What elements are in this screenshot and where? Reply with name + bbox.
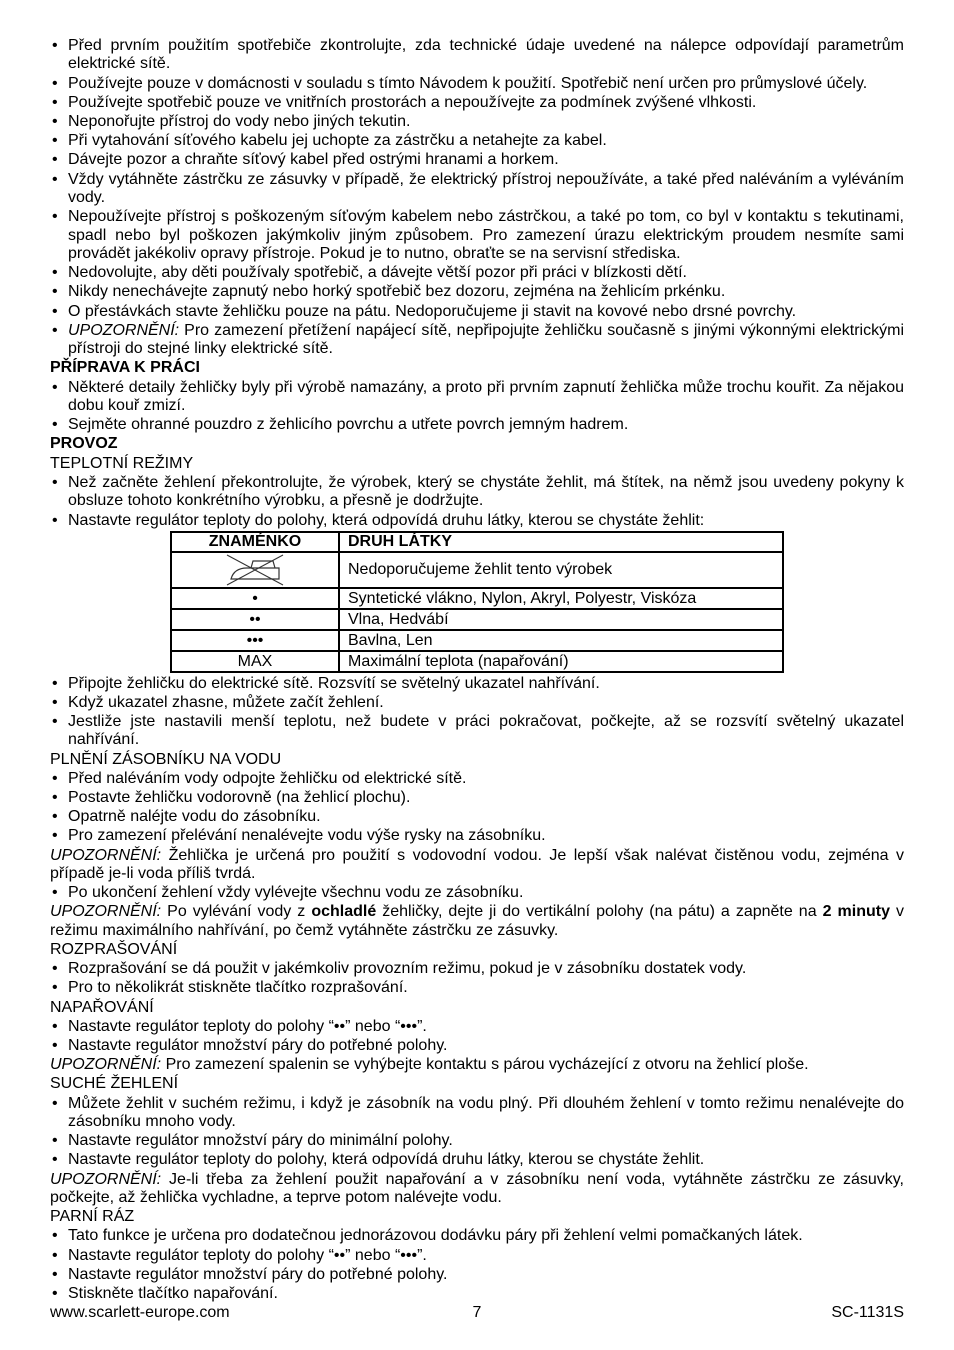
filling-warning-1	[50, 847, 904, 884]
table-cell-symbol: •	[171, 588, 339, 609]
dry-ironing-warning	[50, 1171, 904, 1208]
safety-warning-item	[68, 322, 904, 359]
steaming-heading: NAPAŘOVÁNÍ	[50, 998, 154, 1016]
safety-item: • Neponořujte přístroj do vody nebo jiných tekutin.	[68, 113, 904, 131]
table-header-row	[171, 532, 783, 552]
spraying-heading: ROZPRAŠOVÁNÍ	[50, 940, 178, 958]
temperature-after-list	[50, 675, 904, 750]
preparation-heading: PŘÍPRAVA K PRÁCI	[50, 359, 200, 377]
warning-text: v režimu maximálního nahřívání, po čemž vytáhněte zástrčku ze zásuvky.	[50, 903, 905, 939]
warning-emphasis: ochladlé	[311, 903, 377, 921]
warning-label: UPOZORNĚNÍ:	[68, 321, 180, 339]
steam-burst-item: • Stiskněte tlačítko napařování.	[68, 1285, 904, 1303]
warning-label: UPOZORNĚNÍ:	[50, 1056, 162, 1074]
steaming-list	[50, 1018, 904, 1056]
filling-warning-2	[50, 903, 904, 940]
preparation-item: • Některé detaily žehličky byly při výrobě namazány, a proto při prvním zapnutí žehlička může trochu kouřit. Za nějakou dobu kouř zmizí.	[68, 379, 904, 416]
filling-list	[50, 770, 904, 846]
preparation-list	[50, 379, 904, 435]
safety-item: • Vždy vytáhněte zástrčku ze zásuvky v případě, že elektrický přístroj nepoužíváte, a také před naléváním a vyléváním vody.	[68, 171, 904, 208]
crossed-iron-icon	[223, 553, 287, 587]
page-footer	[50, 1304, 904, 1323]
safety-item: • Před prvním použitím spotřebiče zkontrolujte, zda technické údaje uvedené na nálepce odpovídají parametrům elektrické sítě.	[68, 37, 904, 74]
table-row	[171, 630, 783, 651]
table-cell-symbol: •••	[171, 630, 339, 651]
table-row	[171, 552, 783, 588]
table-header-fabric: DRUH LÁTKY	[339, 532, 783, 552]
table-row	[171, 609, 783, 630]
steam-burst-item: • Nastavte regulátor teploty do polohy “••” nebo “•••”.	[68, 1247, 904, 1265]
warning-label: UPOZORNĚNÍ:	[50, 1170, 162, 1188]
table-cell-fabric: Nedoporučujeme žehlit tento výrobek	[339, 552, 783, 588]
dry-ironing-item: • Můžete žehlit v suchém režimu, i když je zásobník na vodu plný. Při dlouhém žehlení v tomto režimu nenalévejte do zásobníku mnoho vody.	[68, 1095, 904, 1132]
filling-item: • Opatrně naléjte vodu do zásobníku.	[68, 808, 904, 826]
warning-text: Po vylévání vody z	[167, 903, 306, 921]
table-cell-symbol: MAX	[171, 651, 339, 672]
warning-text: Pro zamezení přetížení napájecí sítě, nepřipojujte žehličku současně s jinými výkonnými elektrickými přístroji do stejné linky elektrické sítě.	[68, 321, 904, 358]
safety-item: • Nikdy nenechávejte zapnutý nebo horký spotřebič bez dozoru, zejména na žehlicím prkénku.	[68, 283, 904, 301]
filling-item: • Po ukončení žehlení vždy vylévejte všechnu vodu ze zásobníku.	[68, 884, 904, 902]
steaming-item: • Nastavte regulátor množství páry do potřebné polohy.	[68, 1037, 904, 1055]
temperature-item: • Jestliže jste nastavili menší teplotu, než budete v práci pokračovat, počkejte, až se rozsvítí světelný ukazatel nahřívání.	[68, 713, 904, 750]
preparation-item: • Sejměte ohranné pouzdro z žehlicího povrchu a utřete povrch jemným hadrem.	[68, 416, 904, 434]
safety-list	[50, 37, 904, 359]
safety-item: • Používejte pouze v domácnosti v souladu s tímto Návodem k použití. Spotřebič není určen pro průmyslové účely.	[68, 75, 904, 93]
table-cell-fabric: Syntetické vlákno, Nylon, Akryl, Polyestr, Viskóza	[339, 588, 783, 609]
temperature-list	[50, 474, 904, 530]
filling-item: • Před naléváním vody odpojte žehličku od elektrické sítě.	[68, 770, 904, 788]
temperature-item: • Nastavte regulátor teploty do polohy, která odpovídá druhu látky, kterou se chystáte žehlit:	[68, 512, 904, 530]
safety-item: • O přestávkách stavte žehličku pouze na pátu. Nedoporučujeme ji stavit na kovové nebo drsné povrchy.	[68, 303, 904, 321]
table-header-symbol: ZNAMÉNKO	[171, 532, 339, 552]
manual-page	[50, 37, 904, 1304]
footer-page-number: 7	[472, 1304, 482, 1321]
dry-ironing-list	[50, 1095, 904, 1170]
warning-emphasis: 2 minuty	[822, 903, 890, 921]
warning-text: Žehlička je určená pro použití s vodovodní vodou. Je lepší však nalévat čistěnou vodu, zejména v případě je-li voda příliš tvrdá.	[50, 846, 904, 882]
temperature-item: • Než začněte žehlení překontrolujte, že výrobek, který se chystáte žehlit, má štítek, na němž jsou uvedeny pokyny k obsluze tohoto konkrétního výrobku, a přesně je dodržujte.	[68, 474, 904, 511]
table-row	[171, 588, 783, 609]
safety-item: • Používejte spotřebič pouze ve vnitřních prostorách a nepoužívejte za podmínek zvýšené vlhkosti.	[68, 94, 904, 112]
steaming-item: • Nastavte regulátor teploty do polohy “••” nebo “•••”.	[68, 1018, 904, 1036]
warning-text: Je-li třeba za žehlení použit napařování a v zásobníku není voda, vytáhněte zástrčku ze zásuvky, počkejte, až žehlička vychladne, a teprve potom nalévejte vodu.	[50, 1170, 904, 1206]
table-cell-fabric: Vlna, Hedvábí	[339, 609, 783, 630]
warning-text: žehličky, dejte ji do vertikální polohy (na pátu) a zapněte na	[382, 903, 817, 921]
steam-burst-item: • Tato funkce je určena pro dodatečnou jednorázovou dodávku páry při žehlení velmi pomačkaných látek.	[68, 1227, 904, 1245]
filling-heading: PLNĚNÍ ZÁSOBNÍKU NA VODU	[50, 750, 282, 768]
table-cell-symbol	[171, 552, 339, 588]
fabric-temperature-table	[170, 531, 784, 673]
footer-website: www.scarlett-europe.com	[50, 1304, 230, 1321]
table-cell-symbol: ••	[171, 609, 339, 630]
spraying-list	[50, 960, 904, 998]
steam-burst-list	[50, 1227, 904, 1303]
steam-burst-heading: PARNÍ RÁZ	[50, 1208, 135, 1226]
dry-ironing-heading: SUCHÉ ŽEHLENÍ	[50, 1075, 179, 1093]
temperature-heading: TEPLOTNÍ REŽIMY	[50, 454, 194, 472]
warning-label: UPOZORNĚNÍ:	[50, 903, 162, 921]
temperature-item: • Když ukazatel zhasne, můžete začít žehlení.	[68, 694, 904, 712]
warning-label: UPOZORNĚNÍ:	[50, 846, 162, 864]
safety-item: • Nedovolujte, aby děti používaly spotřebič, a dávejte větší pozor při práci v blízkosti dětí.	[68, 264, 904, 282]
table-cell-fabric: Bavlna, Len	[339, 630, 783, 651]
operation-heading: PROVOZ	[50, 435, 118, 453]
spraying-item: • Pro to několikrát stiskněte tlačítko rozprašování.	[68, 979, 904, 997]
filling-item: • Pro zamezení přelévání nenalévejte vodu výše rysky na zásobníku.	[68, 827, 904, 845]
temperature-item: • Připojte žehličku do elektrické sítě. Rozsvítí se světelný ukazatel nahřívání.	[68, 675, 904, 693]
filling-list-2	[50, 884, 904, 902]
filling-item: • Postavte žehličku vodorovně (na žehlicí plochu).	[68, 789, 904, 807]
dry-ironing-item: • Nastavte regulátor množství páry do minimální polohy.	[68, 1132, 904, 1150]
table-cell-fabric: Maximální teplota (napařování)	[339, 651, 783, 672]
spraying-item: • Rozprašování se dá použit v jakémkoliv provozním režimu, pokud je v zásobníku dostatek vody.	[68, 960, 904, 978]
safety-item: • Při vytahování síťového kabelu jej uchopte za zástrčku a netahejte za kabel.	[68, 132, 904, 150]
safety-item: • Dávejte pozor a chraňte síťový kabel před ostrými hranami a horkem.	[68, 151, 904, 169]
steaming-warning	[50, 1056, 904, 1074]
footer-model: SC-1131S	[831, 1304, 904, 1321]
safety-item: • Nepoužívejte přístroj s poškozeným síťovým kabelem nebo zástrčkou, a také po tom, co byl v kontaktu s tekutinami, spadl nebo byl poškozen jakýmkoliv jiným způsobem. Pro zamezení úrazu elektrickým proudem nesmíte sami provádět jakékoliv opravy přístroje. Pokud je to nutno, obraťte se na servisní střediska.	[68, 208, 904, 263]
steam-burst-item: • Nastavte regulátor množství páry do potřebné polohy.	[68, 1266, 904, 1284]
warning-text: Pro zamezení spalenin se vyhýbejte kontaktu s párou vycházející z otvoru na žehlicí ploše.	[165, 1056, 809, 1074]
dry-ironing-item: • Nastavte regulátor teploty do polohy, která odpovídá druhu látky, kterou se chystáte žehlit.	[68, 1151, 904, 1169]
table-row	[171, 651, 783, 672]
